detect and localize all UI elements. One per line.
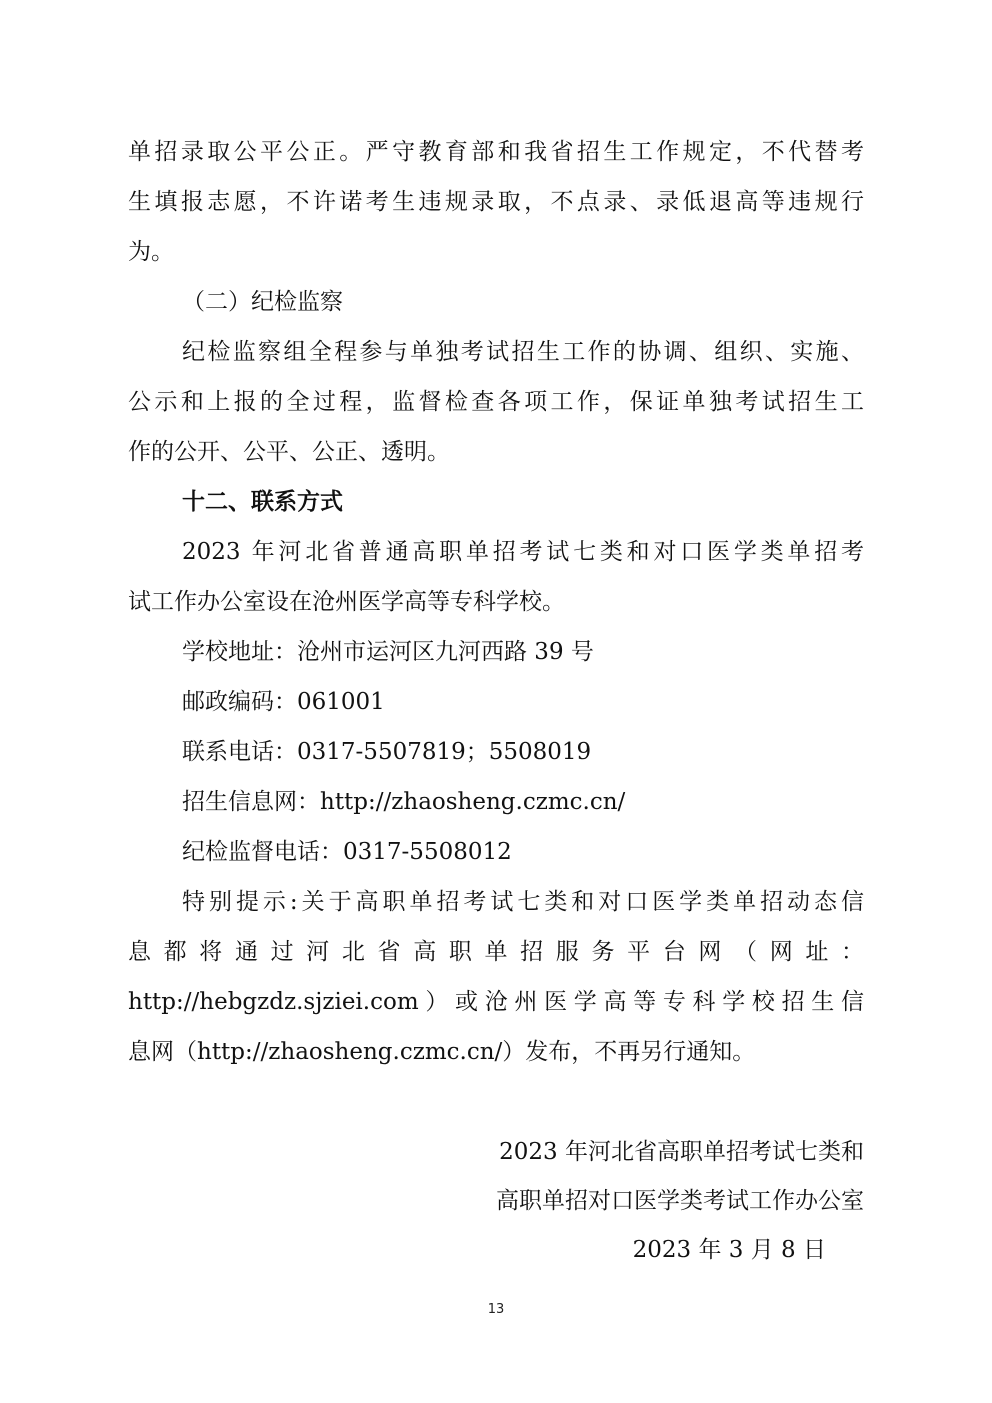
paragraph-line: 为。 bbox=[128, 239, 174, 265]
contact-phone: 联系电话：0317-5507819；5508019 bbox=[182, 739, 592, 765]
contact-website: 招生信息网：http://zhaosheng.czmc.cn/ bbox=[182, 789, 626, 815]
document-body bbox=[128, 127, 864, 1077]
contact-address: 学校地址：沧州市运河区九河西路 39 号 bbox=[182, 639, 594, 665]
notice-line: 特别提示:关于高职单招考试七类和对口医学类单招动态信 bbox=[182, 889, 864, 915]
contact-supervision-phone: 纪检监督电话：0317-5508012 bbox=[182, 839, 512, 865]
page-number: 13 bbox=[487, 1302, 505, 1317]
subheading-discipline-inspection: （二）纪检监察 bbox=[182, 289, 343, 315]
paragraph-line: 试工作办公室设在沧州医学高等专科学校。 bbox=[128, 589, 565, 615]
paragraph-line: 单招录取公平公正。严守教育部和我省招生工作规定，不代替考 bbox=[128, 139, 864, 165]
contact-postcode: 邮政编码：061001 bbox=[182, 689, 385, 715]
paragraph-line: 2023 年河北省普通高职单招考试七类和对口医学类单招考 bbox=[182, 539, 864, 565]
signature-org-line2: 高职单招对口医学类考试工作办公室 bbox=[496, 1188, 864, 1214]
signature-date: 2023 年 3 月 8 日 bbox=[632, 1237, 826, 1263]
notice-line: 息网（http://zhaosheng.czmc.cn/）发布，不再另行通知。 bbox=[128, 1039, 756, 1065]
paragraph-line: 生填报志愿，不许诺考生违规录取，不点录、录低退高等违规行 bbox=[128, 189, 864, 215]
paragraph-line: 公示和上报的全过程，监督检查各项工作，保证单独考试招生工 bbox=[128, 389, 864, 415]
notice-line: 息都将通过河北省高职单招服务平台网（网址： bbox=[128, 939, 864, 965]
paragraph-line: 作的公开、公平、公正、透明。 bbox=[128, 439, 450, 465]
signature-org-line1: 2023 年河北省高职单招考试七类和 bbox=[499, 1139, 864, 1165]
section-heading-contact: 十二、联系方式 bbox=[182, 489, 343, 515]
notice-line: http://hebgzdz.sjziei.com）或沧州医学高等专科学校招生信 bbox=[128, 989, 864, 1015]
paragraph-line: 纪检监察组全程参与单独考试招生工作的协调、组织、实施、 bbox=[182, 339, 864, 365]
